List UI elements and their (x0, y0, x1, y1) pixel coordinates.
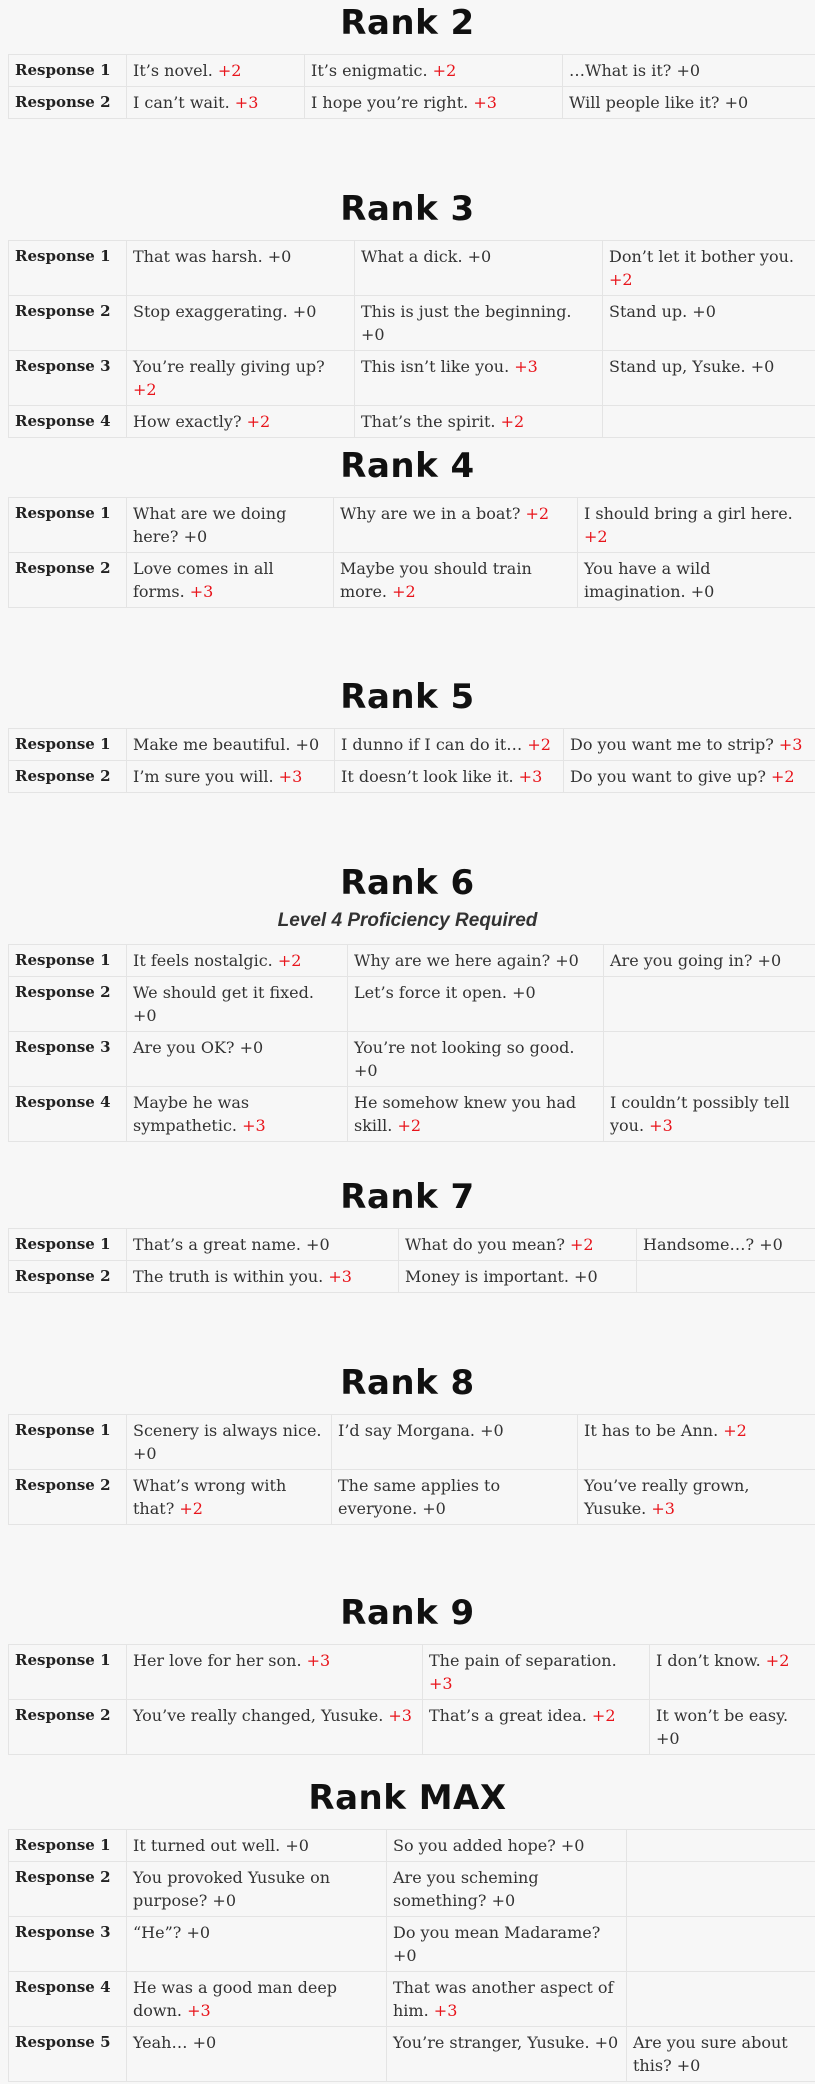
responses-table (8, 728, 815, 793)
option-text: You’ve really changed, Yusuke. (133, 1706, 384, 1725)
response-option (627, 1830, 815, 1862)
rank-title: Rank 4 (340, 446, 475, 486)
table-row (9, 1830, 815, 1862)
option-text: I’d say Morgana. (338, 1421, 475, 1440)
points-value: +2 (133, 380, 157, 399)
response-option (627, 1862, 815, 1917)
points-value: +2 (584, 527, 608, 546)
responses-table (8, 1829, 815, 2082)
points-value: +3 (651, 1499, 675, 1518)
points-value: +3 (433, 2001, 458, 2020)
response-option (637, 1261, 815, 1293)
option-text: How exactly? (133, 412, 242, 431)
response-option (387, 2027, 627, 2082)
table-row (9, 1972, 815, 2027)
response-option (127, 1229, 399, 1261)
response-option (127, 406, 355, 438)
response-option (332, 1415, 578, 1470)
rank-title: Rank 8 (340, 1363, 475, 1403)
option-text: Money is important. (405, 1267, 569, 1286)
rank-title: Rank MAX (308, 1778, 507, 1818)
option-text: You provoked Yusuke on purpose? (133, 1868, 331, 1910)
option-text: Love comes in all forms. (133, 559, 274, 601)
response-option (127, 1470, 332, 1525)
points-value: +0 (212, 1891, 237, 1910)
option-text: Are you going in? (610, 951, 753, 970)
response-option (305, 87, 563, 119)
response-option (355, 296, 603, 351)
option-text: What are we doing here? (133, 504, 287, 546)
response-label: Response 2 (9, 761, 127, 793)
table-row (9, 1470, 815, 1525)
option-text: Why are we in a boat? (340, 504, 521, 523)
response-option (650, 1645, 815, 1700)
response-label: Response 1 (9, 498, 127, 553)
points-value: +0 (594, 2033, 619, 2052)
response-option (127, 1087, 348, 1142)
response-label: Response 1 (9, 241, 127, 296)
option-text: It turned out well. (133, 1836, 281, 1855)
responses-table (8, 497, 815, 608)
option-text: Maybe he was sympathetic. (133, 1093, 250, 1135)
response-label: Response 2 (9, 1470, 127, 1525)
points-value: +3 (514, 357, 538, 376)
response-option (578, 498, 815, 553)
responses-table (8, 240, 815, 438)
response-label: Response 5 (9, 2027, 127, 2082)
points-value: +2 (397, 1116, 422, 1135)
response-option (127, 2027, 387, 2082)
response-label: Response 2 (9, 1862, 127, 1917)
responses-table (8, 944, 815, 1142)
response-label: Response 3 (9, 1032, 127, 1087)
option-text: That’s a great idea. (429, 1706, 587, 1725)
response-option (355, 406, 603, 438)
points-value: +2 (569, 1235, 594, 1254)
response-option (305, 55, 563, 87)
responses-table (8, 1644, 815, 1755)
points-value: +3 (778, 735, 803, 754)
response-option (387, 1972, 627, 2027)
table-row (9, 1645, 815, 1700)
points-value: +3 (328, 1267, 352, 1286)
points-value: +0 (393, 1946, 417, 1965)
option-text: Yeah… (133, 2033, 188, 2052)
option-text: This is just the beginning. (361, 302, 572, 321)
option-text: I dunno if I can do it… (341, 735, 523, 754)
response-label: Response 1 (9, 945, 127, 977)
response-label: Response 3 (9, 1917, 127, 1972)
response-option (127, 977, 348, 1032)
response-option (127, 1645, 423, 1700)
points-value: +0 (285, 1836, 309, 1855)
response-option (127, 945, 348, 977)
rank-section (8, 0, 807, 119)
response-option (627, 1972, 815, 2027)
response-option (127, 296, 355, 351)
points-value: +2 (765, 1651, 790, 1670)
points-value: +2 (432, 61, 457, 80)
points-value: +0 (186, 1923, 211, 1942)
option-text: Stop exaggerating. (133, 302, 288, 321)
points-value: +2 (723, 1421, 747, 1440)
response-option (348, 977, 604, 1032)
table-row (9, 1261, 815, 1293)
response-option (127, 1700, 423, 1755)
option-text: What do you mean? (405, 1235, 565, 1254)
response-option (348, 1032, 604, 1087)
response-option (578, 553, 815, 608)
option-text: That’s the spirit. (361, 412, 496, 431)
response-option (332, 1470, 578, 1525)
option-text: It won’t be easy. (656, 1706, 789, 1725)
points-value: +0 (239, 1038, 264, 1057)
response-option (563, 87, 815, 119)
points-value: +3 (278, 767, 303, 786)
option-text: That was harsh. (133, 247, 263, 266)
table-row (9, 498, 815, 553)
response-label: Response 2 (9, 977, 127, 1032)
points-value: +0 (306, 1235, 330, 1254)
points-value: +3 (187, 2001, 211, 2020)
rank-section (8, 860, 807, 1142)
response-option (399, 1229, 637, 1261)
points-value: +0 (555, 951, 579, 970)
response-option (627, 1917, 815, 1972)
response-option (578, 1415, 815, 1470)
table-row (9, 945, 815, 977)
points-value: +3 (649, 1116, 673, 1135)
points-value: +0 (491, 1891, 516, 1910)
rank-title: Rank 9 (340, 1593, 475, 1633)
points-value: +3 (518, 767, 543, 786)
rank-subtitle: Level 4 Proficiency Required (277, 910, 538, 931)
option-text: Let’s force it open. (354, 983, 507, 1002)
points-value: +2 (246, 412, 271, 431)
points-value: +0 (192, 2033, 217, 2052)
table-row (9, 977, 815, 1032)
table-row (9, 1862, 815, 1917)
response-label: Response 1 (9, 1830, 127, 1862)
points-value: +0 (692, 302, 716, 321)
response-option (334, 553, 578, 608)
response-option (348, 1087, 604, 1142)
response-option (127, 1415, 332, 1470)
response-option (604, 1032, 815, 1087)
points-value: +0 (757, 951, 782, 970)
points-value: +0 (676, 61, 701, 80)
response-option (355, 351, 603, 406)
response-option (387, 1862, 627, 1917)
response-label: Response 2 (9, 87, 127, 119)
option-text: …What is it? (569, 61, 672, 80)
responses-table (8, 1414, 815, 1525)
points-value: +3 (306, 1651, 331, 1670)
option-text: That was another aspect of him. (393, 1978, 614, 2020)
response-option (127, 761, 335, 793)
table-row (9, 2027, 815, 2082)
option-text: It’s enigmatic. (311, 61, 428, 80)
responses-table (8, 54, 815, 119)
response-option (334, 498, 578, 553)
response-option (127, 729, 335, 761)
option-text: Maybe you should train more. (340, 559, 532, 601)
rank-title: Rank 3 (340, 189, 475, 229)
response-label: Response 4 (9, 406, 127, 438)
table-row (9, 241, 815, 296)
option-text: It has to be Ann. (584, 1421, 719, 1440)
response-label: Response 2 (9, 553, 127, 608)
points-value: +0 (354, 1061, 378, 1080)
response-option (387, 1830, 627, 1862)
option-text: That’s a great name. (133, 1235, 301, 1254)
points-value: +0 (750, 357, 775, 376)
response-option (387, 1917, 627, 1972)
response-label: Response 1 (9, 1415, 127, 1470)
rank-section (8, 443, 807, 608)
points-value: +2 (217, 61, 242, 80)
response-option (127, 241, 355, 296)
option-text: I can’t wait. (133, 93, 230, 112)
rank-section (8, 1360, 807, 1525)
response-option (627, 2027, 815, 2082)
option-text: He somehow knew you had skill. (354, 1093, 577, 1135)
points-value: +3 (242, 1116, 266, 1135)
table-row (9, 1917, 815, 1972)
points-value: +0 (292, 302, 317, 321)
points-value: +2 (277, 951, 302, 970)
points-value: +0 (560, 1836, 585, 1855)
option-text: Handsome…? (643, 1235, 755, 1254)
response-option (127, 351, 355, 406)
response-label: Response 2 (9, 1700, 127, 1755)
response-option (335, 761, 564, 793)
points-value: +0 (512, 983, 536, 1002)
table-row (9, 761, 815, 793)
points-value: +0 (361, 325, 385, 344)
response-option (604, 977, 815, 1032)
rank-section (8, 674, 807, 793)
table-row (9, 406, 815, 438)
points-value: +0 (480, 1421, 504, 1440)
response-option (603, 406, 815, 438)
rank-title: Rank 6 (340, 863, 475, 903)
response-option (578, 1470, 815, 1525)
points-value: +0 (690, 582, 715, 601)
response-option (127, 1261, 399, 1293)
points-value: +0 (759, 1235, 783, 1254)
rank-title: Rank 5 (340, 677, 475, 717)
option-text: I hope you’re right. (311, 93, 469, 112)
response-option (127, 1032, 348, 1087)
points-value: +3 (388, 1706, 412, 1725)
response-option (604, 945, 815, 977)
points-value: +2 (591, 1706, 616, 1725)
option-text: I don’t know. (656, 1651, 761, 1670)
response-option (127, 553, 334, 608)
rank-section (8, 1174, 807, 1293)
option-text: What a dick. (361, 247, 463, 266)
points-value: +0 (267, 247, 292, 266)
points-value: +0 (724, 93, 749, 112)
option-text: “He”? (133, 1923, 182, 1942)
points-value: +0 (676, 2056, 701, 2075)
option-text: Why are we here again? (354, 951, 551, 970)
response-option (335, 729, 564, 761)
option-text: The truth is within you. (133, 1267, 324, 1286)
response-option (355, 241, 603, 296)
table-row (9, 1032, 815, 1087)
option-text: I couldn’t possibly tell you. (610, 1093, 790, 1135)
table-row (9, 553, 815, 608)
points-value: +3 (234, 93, 259, 112)
response-option (127, 1830, 387, 1862)
response-label: Response 2 (9, 296, 127, 351)
option-text: I should bring a girl here. (584, 504, 793, 523)
table-row (9, 1700, 815, 1755)
response-label: Response 1 (9, 1229, 127, 1261)
table-row (9, 1229, 815, 1261)
option-text: Don’t let it bother you. (609, 247, 794, 266)
option-text: You have a wild imagination. (584, 559, 711, 601)
points-value: +0 (574, 1267, 598, 1286)
response-option (127, 87, 305, 119)
table-row (9, 55, 815, 87)
option-text: Stand up, Ysuke. (609, 357, 746, 376)
option-text: You’ve really grown, Yusuke. (584, 1476, 750, 1518)
option-text: Do you want me to strip? (570, 735, 774, 754)
option-text: Stand up. (609, 302, 688, 321)
response-label: Response 1 (9, 55, 127, 87)
option-text: He was a good man deep down. (133, 1978, 338, 2020)
response-label: Response 3 (9, 351, 127, 406)
points-value: +2 (609, 270, 633, 289)
response-option (603, 241, 815, 296)
response-option (564, 729, 815, 761)
response-label: Response 1 (9, 729, 127, 761)
points-value: +0 (133, 1444, 157, 1463)
option-text: Do you mean Madarame? (393, 1923, 601, 1942)
points-value: +2 (392, 582, 416, 601)
option-text: The pain of separation. (429, 1651, 617, 1670)
response-option (127, 1972, 387, 2027)
response-option (423, 1645, 650, 1700)
option-text: This isn’t like you. (361, 357, 510, 376)
responses-table (8, 1228, 815, 1293)
option-text: Are you scheming something? (393, 1868, 539, 1910)
table-row (9, 1087, 815, 1142)
points-value: +0 (183, 527, 208, 546)
points-value: +0 (133, 1006, 157, 1025)
points-value: +0 (422, 1499, 446, 1518)
points-value: +3 (189, 582, 214, 601)
response-option (399, 1261, 637, 1293)
table-row (9, 87, 815, 119)
option-text: It feels nostalgic. (133, 951, 273, 970)
response-option (127, 1917, 387, 1972)
response-label: Response 1 (9, 1645, 127, 1700)
rank-title: Rank 2 (340, 3, 475, 43)
option-text: Scenery is always nice. (133, 1421, 322, 1440)
response-label: Response 2 (9, 1261, 127, 1293)
option-text: Make me beautiful. (133, 735, 291, 754)
option-text: I’m sure you will. (133, 767, 274, 786)
rank-section (8, 1590, 807, 1755)
points-value: +3 (429, 1674, 453, 1693)
points-value: +0 (295, 735, 320, 754)
option-text: Will people like it? (569, 93, 720, 112)
response-option (127, 55, 305, 87)
points-value: +2 (770, 767, 795, 786)
points-value: +3 (473, 93, 497, 112)
option-text: Her love for her son. (133, 1651, 302, 1670)
points-value: +2 (525, 504, 550, 523)
response-option (604, 1087, 815, 1142)
table-row (9, 729, 815, 761)
response-option (637, 1229, 815, 1261)
points-value: +0 (656, 1729, 680, 1748)
response-label: Response 4 (9, 1972, 127, 2027)
points-value: +2 (179, 1499, 203, 1518)
response-option (348, 945, 604, 977)
option-text: You’re really giving up? (133, 357, 325, 376)
option-text: What’s wrong with that? (133, 1476, 287, 1518)
table-row (9, 296, 815, 351)
rank-section (8, 186, 807, 438)
response-option (650, 1700, 815, 1755)
table-row (9, 1415, 815, 1470)
option-text: You’re stranger, Yusuke. (393, 2033, 590, 2052)
points-value: +2 (500, 412, 525, 431)
rank-section (8, 1775, 807, 2082)
option-text: Do you want to give up? (570, 767, 766, 786)
response-option (127, 1862, 387, 1917)
rank-title: Rank 7 (340, 1177, 475, 1217)
response-option (423, 1700, 650, 1755)
option-text: It’s novel. (133, 61, 213, 80)
points-value: +2 (527, 735, 551, 754)
option-text: Are you sure about this? (633, 2033, 788, 2075)
option-text: It doesn’t look like it. (341, 767, 514, 786)
option-text: We should get it fixed. (133, 983, 314, 1002)
response-option (603, 351, 815, 406)
response-label: Response 4 (9, 1087, 127, 1142)
table-row (9, 351, 815, 406)
response-option (603, 296, 815, 351)
option-text: Are you OK? (133, 1038, 235, 1057)
option-text: The same applies to everyone. (338, 1476, 501, 1518)
option-text: So you added hope? (393, 1836, 556, 1855)
option-text: You’re not looking so good. (354, 1038, 575, 1057)
response-option (564, 761, 815, 793)
points-value: +0 (467, 247, 492, 266)
response-option (563, 55, 815, 87)
response-option (127, 498, 334, 553)
